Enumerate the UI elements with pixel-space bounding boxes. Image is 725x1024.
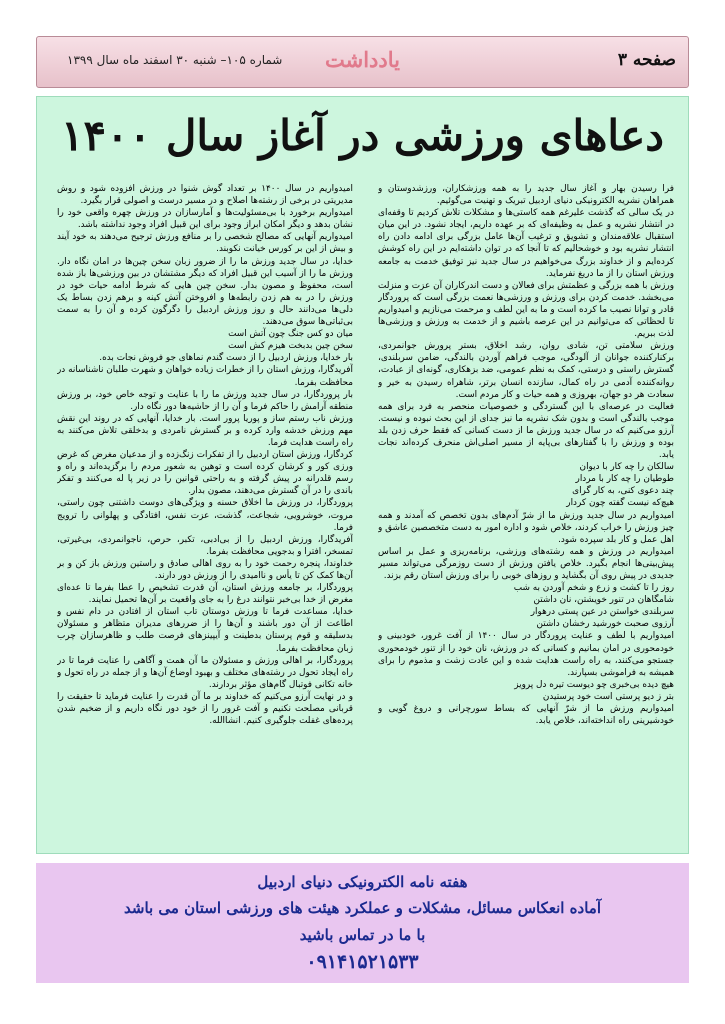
- article-column-right: [378, 183, 674, 849]
- contact-banner: [36, 863, 689, 983]
- paragraph: امیدواریم برخورد با بی‌مسئولیت‌ها و آمارسازان در ورزش چهره واقعی خود را نشان بدهد و دیگر امکان ابراز وجود برای این قبیل افراد وجود نداشته باشد.: [57, 208, 353, 231]
- paragraph: بار خدایا، ورزش اردبیل را از دست گندم نماهای جو فروش نجات بده.: [99, 353, 353, 364]
- article-column-left: [57, 183, 353, 849]
- paragraph: طوطیان را چه کار با مردار: [575, 474, 674, 485]
- paragraph: بتر ز دیو پرستی است خود پرستیدن: [542, 691, 674, 702]
- paragraph: ورزش ناب رستم ساز و پوریا پرور است. بار خدایا، آنهایی که در روند این نقش مهم ورزش خدشه وارد کرده و بر گسترش نامردی و بدخلقی تلاش می‌کنند به راه راست هدایت فرما.: [57, 413, 353, 448]
- paragraph: امیدواریم در سال جدید ورزش ما از شرّ آدم‌های بدون تخصص که آمدند و همه چیز ورزش را خراب کردند، خلاص شود و اداره امور به دست متخصصین عاشق و اهل عمل و کار بلد سپرده شود.: [378, 510, 674, 545]
- paragraph: سربلندی خواستن در عین پستی درهوار: [530, 607, 674, 618]
- paragraph: امیدواریم آنهایی که مصالح شخصی را بر منافع ورزش ترجیح می‌دهند به خود آیند و بیش از این بر کورس خیانت نکوبند.: [57, 232, 353, 255]
- article-title: دعاهای ورزشی در آغاز سال ۱۴۰۰: [61, 111, 664, 160]
- paragraph: در یک سالی که گذشت علیرغم همه کاستی‌ها و مشکلات تلاش کردیم تا وقفه‌ای در انتشار نشریه و عمل به وظیفه‌ای که بر عهده داریم، ایجاد نشود. در این میان استقبال علاقه‌مندان و تشویق و ترغیب آن‌ها عامل بزرگی برای ادامه دادن راه انتشار نشریه بود و خوشحالیم که تا آنجا که در توان داشته‌ایم در این راه کوشش کرده‌ایم و از خداوند بزرگ می‌خواهیم در سال جدید نیز توفیق خدمت به جامعه ورزش استان را از ما دریغ نفرماید.: [378, 208, 674, 279]
- paragraph: روز را تا کشت و زرع و شخم آوردن به شب: [513, 583, 674, 594]
- section-label: یادداشت: [325, 47, 400, 72]
- paragraph: خدایا، در سال جدید ورزش ما را از ضرور زبان سخن چین‌ها در امان نگاه دار. ورزش ما را از آسیب این قبیل افراد که دیگر مشتشان در بین ورزشی‌ها باز شده است، محفوظ و مصون بدار. سخن چین هایی که شرط ادامه حیات خود در ورزش را در به هم زدن رابطه‌ها و افروختن آتش کینه و برهم زدن بساط یک دلی‌ها می‌دانند حال و روز ورزش اردبیل را دگرگون کرده و آن را به سمت بی‌ثباتی‌ها سوق می‌دهند.: [57, 256, 353, 328]
- paragraph: امیدواریم با لطف و عنایت پروردگار در سال ۱۴۰۰ از آفت غرور، خودبینی و خودمحوری در امان بمانیم و کسانی که در ورزش، نان خود را از تنور خودمحوری جستجو می‌کنند، به راه راست هدایت شده و این عادت زشت و مذموم را برای همیشه به فراموشی بسپارند.: [378, 631, 674, 678]
- paragraph: امیدواریم در ورزش و همه رشته‌های ورزشی، برنامه‌ریزی و عمل بر اساس پیش‌بینی‌ها انجام بگیرد. خلاص یافتن ورزش از دست روزمرگی می‌تواند مسیر جدیدی در پیش روی آن بگشاید و روزهای خوبی را برای ورزش استان رقم بزند.: [378, 546, 674, 581]
- paragraph: آفریدگارا، ورزش اردبیل را از بی‌ادبی، تکبر، حرص، ناجوانمردی، بی‌غیرتی، تمسخر، افترا و بدجویی محافظت بفرما.: [57, 534, 353, 557]
- paragraph: سالکان را چه کار با دیوان: [579, 462, 674, 473]
- paragraph: بار پروردگارا، در سال جدید ورزش ما را با عنایت و توجه خاص خود، بر ورزش منطقه آرامش را حاکم فرما و آن را از حاشیه‌ها دور نگاه دار.: [57, 389, 353, 412]
- paragraph: آفریدگارا، ورزش استان را از خطرات زیاده خواهان و شهرت طلبان ناشناسانه در محافظت بفرما.: [57, 365, 353, 388]
- page-header: [36, 36, 689, 88]
- paragraph: چند دعوی کنی، به کار گرای: [572, 486, 674, 497]
- banner-publication-name: هفته نامه الکترونیکی دنیای اردبیل: [257, 873, 468, 891]
- paragraph: میان دو کس جنگ چون آتش است: [228, 329, 353, 340]
- paragraph: و در نهایت آرزو می‌کنیم که خداوند بر ما آن قدرت را عنایت فرماید تا حقیقت را قربانی مصلحت نکنیم و آفت غرور را از خود دور نگاه داریم و از ضخیم شدن پرده‌های غفلت جلوگیری کنیم. انشاالله.: [57, 691, 353, 727]
- issue-info: شماره ۱۰۵– شنبه ۳۰ اسفند ماه سال ۱۳۹۹: [67, 53, 283, 67]
- paragraph: فرا رسیدن بهار و آغاز سال جدید را به همه ورزشکاران، ورزشدوستان و همراهان نشریه الکترونیکی دنیای اردبیل تبریک و تهنیت می‌گوئیم.: [378, 184, 674, 207]
- paragraph: سخن چین بدبخت هیزم کش است: [228, 341, 353, 352]
- paragraph: پروردگارا، بر جامعه ورزش استان، آن قدرت تشخیص را عطا بفرما تا عده‌ای مغرض از خدا بی‌خبر نتوانند درغ را به جای واقعیت بر آن‌ها تحمیل نمایند.: [57, 583, 353, 606]
- paragraph: فعالیت در عرصه‌ای با این گستردگی و خصوصیات منحصر به فرد برای همه موجب بالندگی است و بدون شک نشریه ما نیز جدای از این بحث نبوده و نیست. آرزو می‌کنیم که در سال جدید ورزش ما از دست کسانی که فقط حرف زدن بلد بوده و ورزش را با گفتارهای بی‌پایه از مسیر اصلی‌اش منحرف کرده‌اند نجات یابد.: [378, 401, 674, 461]
- paragraph: هیچ‌که نیست گفته چون کردار: [566, 498, 674, 509]
- paragraph: امیدواریم در سال ۱۴۰۰ بر تعداد گوش شنوا در ورزش افزوده شود و روش مدیریتی در برخی از رشته‌ها اصلاح و در مسیر درست و اصولی قرار بگیرد.: [57, 184, 353, 207]
- paragraph: هیچ دیده بی‌خبری چو دیوست تیره دل پرویز: [514, 679, 674, 690]
- paragraph: ورزش سلامتی تن، شادی روان، رشد اخلاق، بستر پرورش جوانمردی، برکنارکننده جوانان از آلودگی، موجب فراهم آوردن بالندگی، ضامن سربلندی، گسترش راستی و درستی، کمک به نظم عمومی، ضد بزهکاری، گونه‌ای از عبادت، روانه‌کننده آدمی در راه کمال، سازنده انسان برتر، شاهراه رسیدن به خیر و سعادت هر دو جهان، بهروزی و همه حیات و کار مردم است.: [378, 341, 674, 400]
- page-number: صفحه ۳: [617, 50, 676, 70]
- paragraph: خدایا، مساعدت فرما تا ورزش دوستان تاب استان از افتادن در دام نفس و اطاعت از آن دور باشند و آن‌ها را از ضررهای مدیران متظاهر و مسئولان بدسلیقه و قوم پرستان بدطینت و آیپینزهای فرصت طلب و ظاهرسازان چرب زبان محافظت بفرما.: [57, 607, 353, 654]
- paragraph: پروردگارا، بر اهالی ورزش و مسئولان ما آن همت و آگاهی را عنایت فرما تا در راه ایجاد تحول در رشته‌های مختلف و بهبود اوضاع آن‌ها و از جمله در راه تحول و خانه تکانی فوتبال گام‌های مؤثر بردارند.: [57, 655, 353, 690]
- paragraph: آرزوی صحبت خورشید رخشان داشتن: [536, 619, 674, 630]
- paragraph: کردگارا، ورزش استان اردبیل را از تفکرات زنگ‌زده و از مدعیان مغرض که غرض ورزی کور و کرشان کرده است و توهین به شعور مردم را برگزیده‌اند و راه و رسم قلدرانه در پیش گرفته و به راحتی قوانین را در زیر پا له می‌کنند و تفکر باندی را در آن گسترش می‌دهند، مصون بدار.: [57, 450, 353, 497]
- paragraph: ورزش با همه بزرگی و عظمتش برای فعالان و دست اندرکاران آن عزت و منزلت می‌بخشد. خدمت کردن برای ورزش و ورزشی‌ها نعمت بزرگی است که پروردگار قادر و توانا نصیب ما کرده است و ما به این لطف و مرحمت می‌نازیم و امیدواریم تا لحظاتی که می‌توانیم در این عرصه باشیم و از خدمت به ورزش و ورزشی‌ها لذت ببریم.: [378, 280, 674, 340]
- paragraph: خداوندا، پنجره رحمت خود را به روی اهالی صادق و راستین ورزش باز کن و بر آن‌ها کمک کن تا یأس و ناامیدی را از ورزش دور دارند.: [57, 558, 353, 581]
- paragraph: پروردگارا، در ورزش ما اخلاق حسنه و ویژگی‌های دوست داشتنی چون راستی، مروت، خوشرویی، شجاعت، گذشت، عزت نفس، افتادگی و پهلوانی را ترویج فرما.: [57, 498, 353, 533]
- paragraph: شامگاهان در تنور خویشتن، نان داشتن: [533, 595, 674, 606]
- banner-description: آماده انعکاس مسائل، مشکلات و عملکرد هیئت های ورزشی استان می باشد: [124, 899, 601, 917]
- banner-phone-number: ۰۹۱۴۱۵۲۱۵۳۳: [306, 951, 419, 973]
- paragraph: امیدواریم ورزش ما از شرّ آنهایی که بساط سورچرانی و دروغ گویی و خودشیرینی راه انداخته‌اند، خلاص یابد.: [378, 704, 674, 727]
- banner-contact-call: با ما در تماس باشید: [299, 926, 426, 944]
- article-panel: [36, 96, 689, 854]
